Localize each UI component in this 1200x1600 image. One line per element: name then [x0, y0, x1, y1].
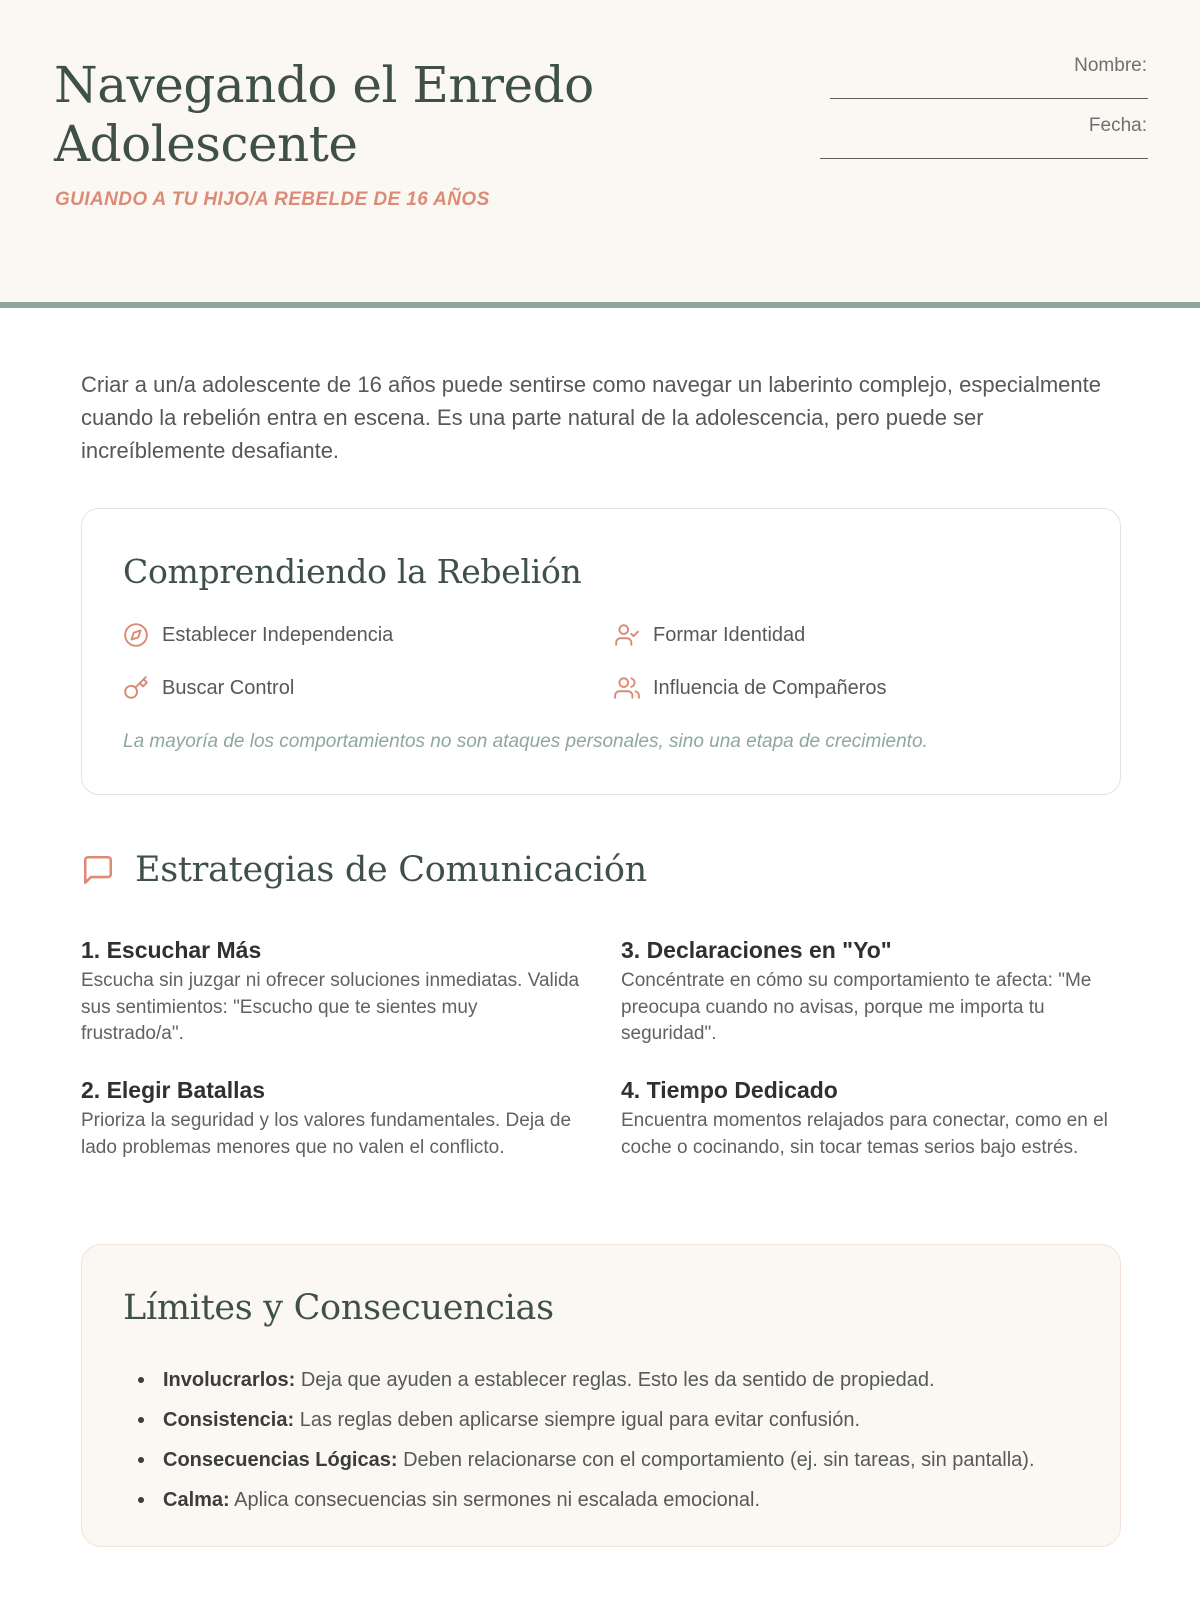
limit-term: Involucrarlos:	[163, 1369, 296, 1391]
reason-label: Formar Identidad	[653, 623, 806, 646]
communication-title: Estrategias de Comunicación	[135, 850, 647, 890]
limits-list	[123, 1360, 1035, 1520]
strategy-title: 4. Tiempo Dedicado	[621, 1077, 838, 1103]
page-subtitle: GUIANDO A TU HIJO/A REBELDE DE 16 AÑOS	[55, 189, 490, 210]
page-title: Navegando el Enredo Adolescente	[54, 56, 594, 173]
reason-item	[123, 622, 393, 648]
understanding-card	[81, 508, 1121, 795]
page-header	[0, 0, 1200, 308]
strategy-item	[621, 937, 1121, 1048]
users-icon	[614, 675, 640, 701]
limits-title: Límites y Consecuencias	[123, 1288, 554, 1328]
strategy-title: 2. Elegir Batallas	[81, 1077, 266, 1103]
understanding-title: Comprendiendo la Rebelión	[123, 552, 582, 591]
communication-header	[81, 850, 647, 890]
limit-term: Consistencia:	[163, 1409, 295, 1431]
compass-icon	[123, 622, 149, 648]
reason-item	[123, 675, 294, 701]
date-field[interactable]	[820, 158, 1148, 159]
strategy-text: Escucha sin juzgar ni ofrecer soluciones inmediatas. Valida sus sentimientos: "Escucho que te sientes muy frustrado/a".	[81, 970, 580, 1044]
reason-item	[614, 675, 886, 701]
list-item	[123, 1400, 1035, 1440]
limits-card	[81, 1244, 1121, 1547]
user-check-icon	[614, 622, 640, 648]
strategy-text: Concéntrate en cómo su comportamiento te afecta: "Me preocupa cuando no avisas, porque me importa tu seguridad".	[621, 970, 1092, 1044]
strategy-item	[81, 937, 581, 1048]
strategy-title: 3. Declaraciones en "Yo"	[621, 937, 892, 963]
limit-term: Calma:	[163, 1489, 230, 1511]
reason-label: Establecer Independencia	[162, 623, 394, 646]
key-icon	[123, 675, 149, 701]
strategy-item	[81, 1077, 581, 1161]
message-square-icon	[81, 853, 115, 887]
intro-paragraph: Criar a un/a adolescente de 16 años puede sentirse como navegar un laberinto complejo, especialmente cuando la rebelión entra en escena. Es una parte natural de la adolescencia, pero puede ser increíblemente desafiante.	[81, 372, 1101, 463]
strategy-title: 1. Escuchar Más	[81, 937, 262, 963]
reason-item	[614, 622, 805, 648]
limit-text: Deben relacionarse con el comportamiento (ej. sin tareas, sin pantalla).	[397, 1449, 1035, 1471]
strategy-text: Prioriza la seguridad y los valores fundamentales. Deja de lado problemas menores que no valen el conflicto.	[81, 1110, 572, 1158]
strategy-text: Encuentra momentos relajados para conectar, como en el coche o cocinando, sin tocar temas serios bajo estrés.	[621, 1110, 1108, 1158]
list-item	[123, 1360, 1035, 1400]
name-field[interactable]	[830, 98, 1148, 99]
understanding-note: La mayoría de los comportamientos no son ataques personales, sino una etapa de crecimiento.	[123, 731, 928, 752]
date-label: Fecha:	[1088, 115, 1147, 136]
limit-term: Consecuencias Lógicas:	[163, 1449, 398, 1471]
limit-text: Deja que ayuden a establecer reglas. Esto les da sentido de propiedad.	[295, 1369, 935, 1391]
limit-text: Las reglas deben aplicarse siempre igual para evitar confusión.	[294, 1409, 861, 1431]
reason-label: Influencia de Compañeros	[653, 676, 887, 699]
name-label: Nombre:	[1074, 55, 1147, 76]
list-item	[123, 1440, 1035, 1480]
strategy-item	[621, 1077, 1121, 1161]
list-item	[123, 1480, 1035, 1520]
reason-label: Buscar Control	[162, 676, 295, 699]
limit-text: Aplica consecuencias sin sermones ni escalada emocional.	[229, 1489, 760, 1511]
